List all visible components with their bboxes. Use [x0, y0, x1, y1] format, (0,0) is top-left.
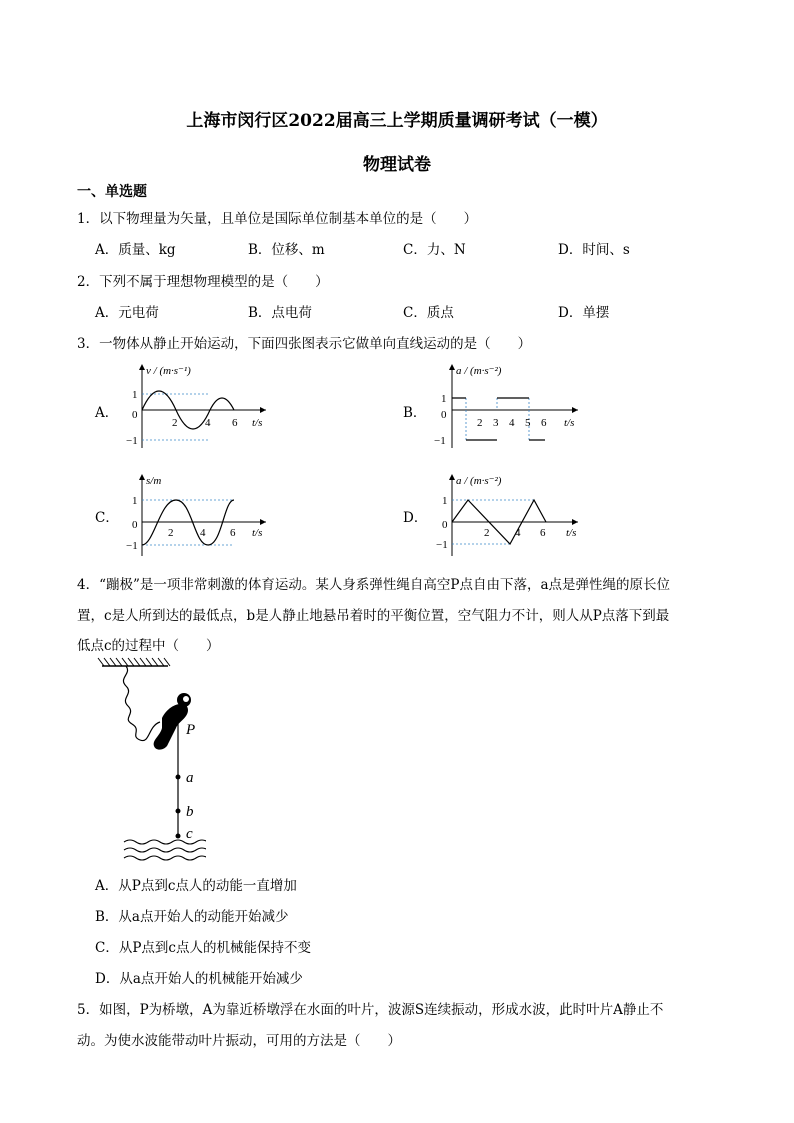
xtick: 4: [200, 527, 206, 539]
q1-option-b[interactable]: B．位移、m: [248, 242, 325, 258]
q3-option-c[interactable]: C．: [95, 510, 119, 526]
q2-option-a[interactable]: A．元电荷: [95, 305, 159, 321]
q4-option-d[interactable]: D．从a点开始人的机械能开始减少: [95, 971, 303, 987]
water-wave: [124, 848, 206, 852]
ytick: 0: [442, 519, 448, 531]
q2-option-c[interactable]: C．质点: [403, 305, 454, 321]
page-subtitle: 物理试卷: [363, 155, 431, 175]
q2-option-b[interactable]: B．点电荷: [248, 305, 312, 321]
xlabel: t/s: [252, 417, 263, 429]
point-a: [176, 775, 181, 780]
question-3: 3．一物体从静止开始运动，下面四张图表示它做单向直线运动的是（ ）: [77, 336, 532, 352]
ytick: −1: [436, 539, 448, 551]
ytick: 0: [132, 409, 138, 421]
xtick: 2: [484, 527, 490, 539]
xtick: 2: [172, 417, 178, 429]
ylabel: v / (m·s⁻¹): [146, 365, 191, 377]
ytick: −1: [126, 540, 138, 552]
q3-option-b[interactable]: B．: [403, 405, 427, 421]
water-wave: [124, 840, 206, 844]
xtick: 3: [493, 417, 499, 429]
xtick: 2: [168, 527, 174, 539]
bungee-figure: [96, 656, 206, 866]
xtick: 5: [525, 417, 531, 429]
q3-option-d[interactable]: D．: [403, 510, 428, 526]
graph-b: [428, 360, 586, 452]
point-c: [176, 834, 181, 839]
elastic-rope: [123, 666, 160, 741]
question-4-line-3: 低点c的过程中（ ）: [77, 638, 220, 654]
xtick: 6: [230, 527, 236, 539]
section-heading: 一、单选题: [77, 184, 147, 200]
ylabel: a / (m·s⁻²): [456, 475, 502, 487]
ytick: 1: [442, 495, 448, 507]
q4-option-b[interactable]: B．从a点开始人的动能开始减少: [95, 909, 289, 925]
question-4-line-2: 置，c是人所到达的最低点，b是人静止地悬吊着时的平衡位置，空气阻力不计，则人从P点落下到最: [77, 608, 670, 624]
question-4-line-1: 4．“蹦极”是一项非常刺激的体育运动。某人身系弹性绳自高空P点自由下落，a点是弹性绳的原长位: [77, 577, 671, 593]
label-c: c: [186, 826, 193, 842]
q1-option-a[interactable]: A．质量、kg: [95, 242, 176, 258]
ylabel: a / (m·s⁻²): [456, 365, 502, 377]
ytick: 1: [132, 389, 138, 401]
water-wave: [124, 856, 206, 860]
graph-c: [120, 470, 270, 560]
xlabel: t/s: [564, 417, 575, 429]
q1-option-d[interactable]: D．时间、s: [558, 242, 630, 258]
ytick: −1: [434, 435, 446, 447]
label-b: b: [186, 804, 194, 820]
ytick: 1: [441, 393, 447, 405]
xtick: 6: [540, 527, 546, 539]
ytick: −1: [126, 435, 138, 447]
ytick: 0: [132, 519, 138, 531]
page-title: 上海市闵行区2022届高三上学期质量调研考试（一模）: [186, 111, 608, 131]
q1-option-c[interactable]: C．力、N: [403, 242, 466, 258]
graph-d: [430, 470, 586, 560]
ylabel: s/m: [146, 475, 162, 487]
q3-option-a[interactable]: A．: [95, 405, 119, 421]
label-p: P: [186, 722, 196, 738]
q2-option-d[interactable]: D．单摆: [558, 305, 610, 321]
xtick: 4: [205, 417, 211, 429]
question-5-line-2: 动。为使水波能带动叶片振动，可用的方法是（ ）: [77, 1033, 401, 1049]
xtick: 6: [232, 417, 238, 429]
ytick: 0: [441, 409, 447, 421]
label-a: a: [186, 770, 194, 786]
xtick: 4: [515, 527, 521, 539]
ytick: 1: [132, 495, 138, 507]
graph-a: [120, 360, 270, 452]
xlabel: t/s: [252, 527, 263, 539]
xtick: 4: [509, 417, 515, 429]
xlabel: t/s: [566, 527, 577, 539]
q4-option-c[interactable]: C．从P点到c点人的机械能保持不变: [95, 940, 311, 956]
question-2: 2．下列不属于理想物理模型的是（ ）: [77, 274, 329, 290]
question-1: 1．以下物理量为矢量，且单位是国际单位制基本单位的是（ ）: [77, 211, 478, 227]
xtick: 6: [541, 417, 547, 429]
question-5-line-1: 5．如图，P为桥墩，A为靠近桥墩浮在水面的叶片，波源S连续振动，形成水波，此时叶片A静止不: [77, 1002, 664, 1018]
point-b: [176, 809, 181, 814]
jumper-body: [154, 704, 188, 750]
xtick: 2: [477, 417, 483, 429]
q4-option-a[interactable]: A．从P点到c点人的动能一直增加: [95, 878, 297, 894]
ceiling-hatch: [98, 658, 170, 666]
